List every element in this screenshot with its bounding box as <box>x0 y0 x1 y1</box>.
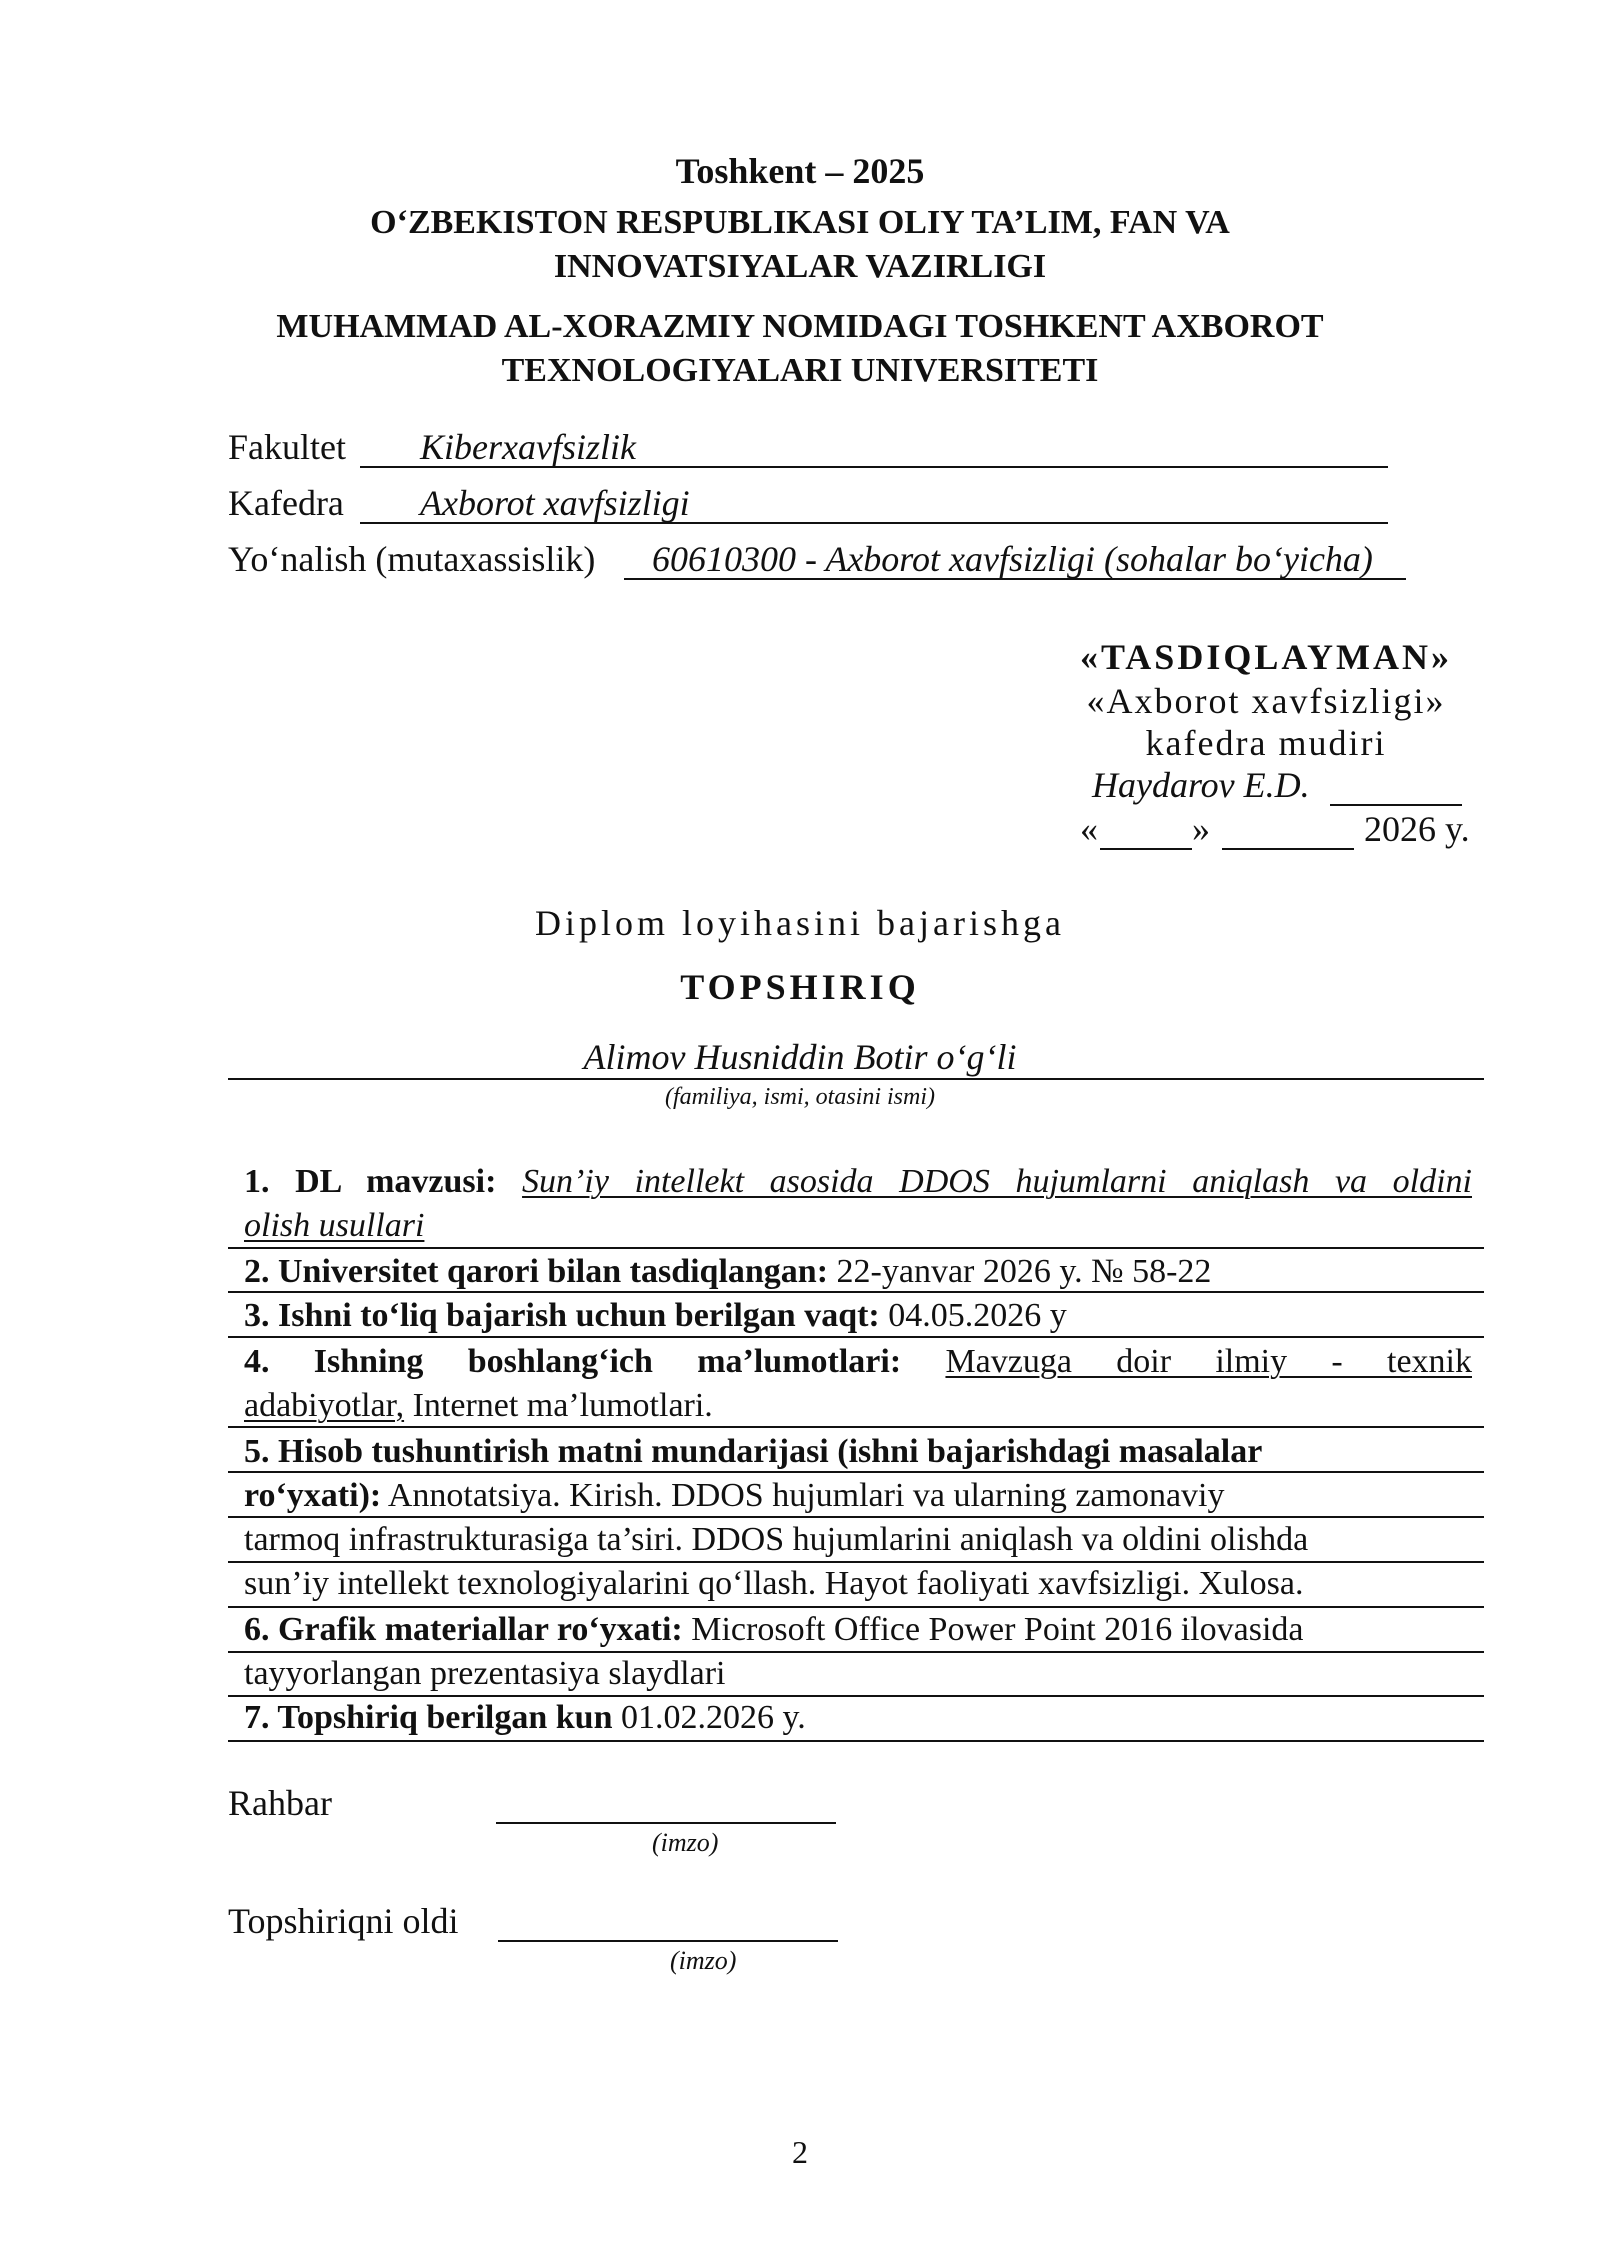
item-4-label: 4. Ishning boshlang‘ich ma’lumotlari: <box>244 1343 902 1380</box>
item-3-value: 04.05.2026 y <box>888 1297 1067 1334</box>
approval-title: «TASDIQLAYMAN» <box>1079 637 1453 677</box>
item-6-line-a <box>244 1608 1472 1652</box>
faculty-label: Fakultet <box>228 427 346 467</box>
approval-line-2: kafedra mudiri <box>1145 723 1387 763</box>
student-name: Alimov Husniddin Botir o‘g‘li <box>583 1037 1017 1077</box>
item-1-value-b: olish usullari <box>244 1207 425 1244</box>
department-label: Kafedra <box>228 483 344 523</box>
city-year: Toshkent – 2025 <box>675 151 925 191</box>
item-5-value-c: tarmoq infrastrukturasiga ta’siri. DDOS hujumlarini aniqlash va oldini olishda <box>244 1521 1309 1558</box>
supervisor-signature-line <box>496 1822 836 1824</box>
item-7-value: 01.02.2026 y. <box>621 1699 806 1736</box>
item-4-value-a: Mavzuga doir ilmiy - texnik <box>945 1343 1472 1380</box>
supervisor-label: Rahbar <box>228 1783 332 1823</box>
approval-signature-line <box>1330 804 1462 806</box>
approval-date-open: « <box>1080 809 1098 849</box>
item-5-line-d <box>244 1562 1472 1606</box>
item-3-label: 3. Ishni to‘liq bajarish uchun berilgan vaqt: <box>244 1297 880 1334</box>
item-1-label: 1. DL mavzusi: <box>244 1163 497 1200</box>
item-4-value-b1: adabiyotlar, <box>244 1387 405 1424</box>
item-2-label: 2. Universitet qarori bilan tasdiqlangan: <box>244 1253 829 1290</box>
item-3-rule <box>228 1336 1484 1338</box>
item-2-value: 22-yanvar 2026 y. № 58-22 <box>836 1253 1212 1290</box>
approval-day-line <box>1100 848 1192 850</box>
item-7-label: 7. Topshiriq berilgan kun <box>244 1699 613 1736</box>
item-5-label-a: 5. Hisob tushuntirish matni mundarijasi (ishni bajarishdagi masalalar <box>244 1433 1263 1470</box>
item-6-line-b <box>244 1652 1472 1696</box>
supervisor-caption: (imzo) <box>652 1828 719 1857</box>
item-5-value-b: Annotatsiya. Kirish. DDOS hujumlari va ularning zamonaviy <box>387 1477 1225 1514</box>
approval-signer: Haydarov E.D. <box>1092 765 1310 805</box>
item-4-value-b2: Internet ma’lumotlari. <box>412 1387 713 1424</box>
page-number: 2 <box>792 2134 808 2170</box>
item-1-value-a: Sun’iy intellekt asosida DDOS hujumlarni aniqlash va oldini <box>522 1163 1472 1200</box>
student-name-underline <box>228 1078 1484 1080</box>
ministry-line-2: INNOVATSIYALAR VAZIRLIGI <box>553 248 1047 285</box>
university-line-2: TEXNOLOGIYALARI UNIVERSITETI <box>501 352 1099 389</box>
item-2-rule <box>228 1291 1484 1293</box>
task-subtitle: Diplom loyihasini bajarishga <box>535 903 1065 943</box>
task-title: TOPSHIRIQ <box>680 967 920 1007</box>
receiver-caption: (imzo) <box>670 1946 737 1975</box>
receiver-signature-line <box>498 1940 838 1942</box>
university-line-1: MUHAMMAD AL-XORAZMIY NOMIDAGI TOSHKENT AXBOROT <box>276 308 1324 345</box>
item-5-label-b: ro‘yxati): <box>244 1477 382 1514</box>
item-3-line <box>244 1294 1472 1338</box>
receiver-label: Topshiriqni oldi <box>228 1901 459 1941</box>
item-5-value-d: sun’iy intellekt texnologiyalarini qo‘llash. Hayot faoliyati xavfsizligi. Xulosa. <box>244 1565 1304 1602</box>
item-6-value-a: Microsoft Office Power Point 2016 ilovasida <box>691 1611 1304 1648</box>
item-1-rule <box>228 1247 1484 1249</box>
item-5-line-b <box>244 1474 1472 1518</box>
item-6-value-b: tayyorlangan prezentasiya slaydlari <box>244 1655 726 1692</box>
approval-month-line <box>1222 848 1354 850</box>
direction-label: Yo‘nalish (mutaxassislik) <box>228 539 596 579</box>
item-4-line-a <box>244 1340 1472 1384</box>
item-6-label: 6. Grafik materiallar ro‘yxati: <box>244 1611 683 1648</box>
department-value: Axborot xavfsizligi <box>420 483 690 523</box>
item-7-line <box>244 1696 1472 1740</box>
student-caption: (familiya, ismi, otasini ismi) <box>665 1084 935 1110</box>
item-1-line-a <box>244 1160 1472 1204</box>
approval-line-1: «Axborot xavfsizligi» <box>1086 681 1446 721</box>
item-7-rule <box>228 1740 1484 1742</box>
ministry-line-1: O‘ZBEKISTON RESPUBLIKASI OLIY TA’LIM, FAN VA <box>370 204 1230 241</box>
item-4-line-b <box>244 1384 1472 1428</box>
approval-year: 2026 y. <box>1364 809 1470 849</box>
faculty-value: Kiberxavfsizlik <box>420 427 636 467</box>
approval-date-close: » <box>1192 809 1210 849</box>
item-1-line-b <box>244 1204 1472 1248</box>
item-5-line-a <box>244 1430 1472 1474</box>
item-2-line <box>244 1250 1472 1294</box>
item-5-line-c <box>244 1518 1472 1562</box>
item-5-rule-a <box>228 1471 1484 1473</box>
item-4-rule <box>228 1426 1484 1428</box>
direction-value: 60610300 - Axborot xavfsizligi (sohalar bo‘yicha) <box>652 539 1373 579</box>
